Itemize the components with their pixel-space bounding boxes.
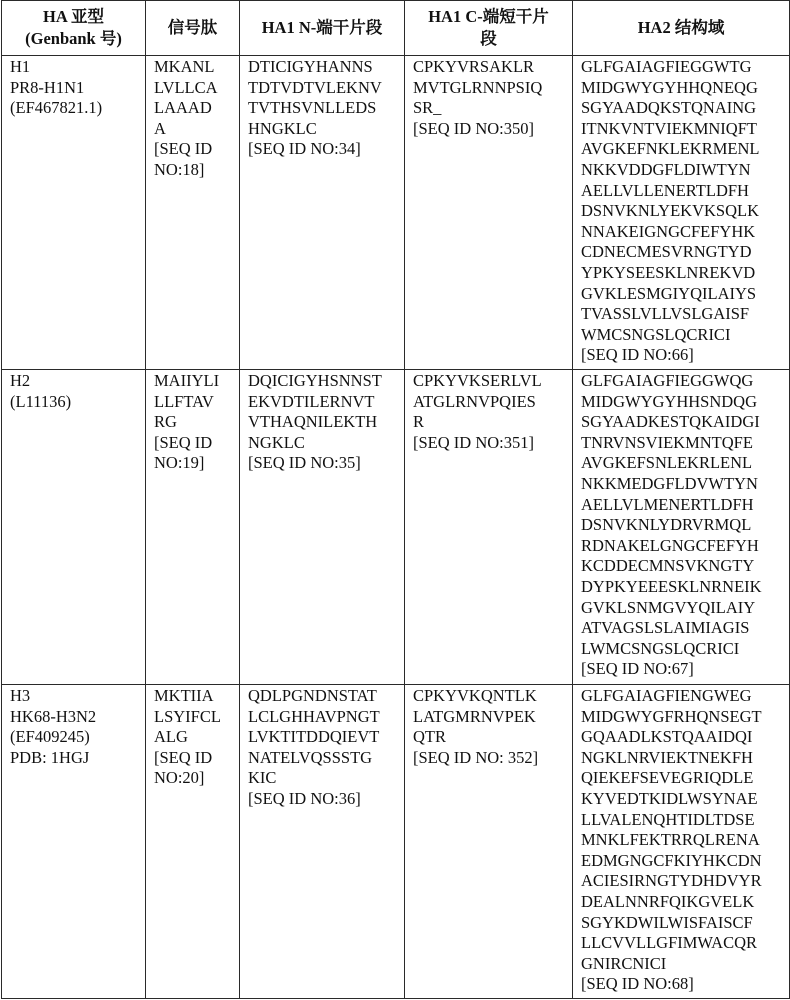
cell-line: LWMCSNGSLQCRICI [581,638,740,658]
cell-line: [SEQ ID NO:66] [581,345,694,365]
cell-line: HNGKLC [248,118,317,138]
header-ha1-n-stem [240,1,405,56]
header-ha2-domain [573,1,790,56]
cell-line: GNIRCNICI [581,953,667,973]
cell-line: [SEQ ID NO:351] [413,432,534,452]
cell-line: MKANL [154,57,215,76]
cell-line: PDB: 1HGJ [10,747,90,767]
cell-line: SGYAADQKSTQNAING [581,98,757,118]
cell-ha1-n-stem [240,370,405,685]
cell-subtype [2,370,146,685]
cell-line: AVGKEFSNLEKRLENL [581,453,753,473]
cell-line: DEALNNRFQIKGVELK [581,891,755,911]
cell-line: AELLVLLENERTLDFH [581,180,749,200]
cell-ha1-c-short-stem [405,685,573,999]
cell-line: NKKVDDGFLDIWTYN [581,159,751,179]
cell-line: [SEQ ID [154,747,213,767]
cell-line: DSNVKNLYEKVKSQLK [581,201,760,221]
cell-line: GLFGAIAGFIEGGWQG [581,371,754,390]
cell-ha1-n-stem [240,56,405,370]
cell-line: GVKLESMGIYQILAIYS [581,283,757,303]
cell-ha1-c-short-stem [405,370,573,685]
cell-line: LAAAD [154,98,212,118]
cell-line: [SEQ ID NO:67] [581,659,694,679]
cell-line: SR_ [413,98,442,118]
cell-line: (EF467821.1) [10,98,103,118]
cell-line: YPKYSEESKLNREKVD [581,262,756,282]
cell-line: WMCSNGSLQCRICI [581,324,731,344]
cell-line: [SEQ ID [154,139,213,159]
cell-line: EDMGNGCFKIYHKCDN [581,850,762,870]
header-signal-peptide [146,1,240,56]
cell-line: LSYIFCL [154,706,221,726]
cell-line: (EF409245) [10,727,90,747]
cell-line: H3 [10,686,31,705]
cell-line: [SEQ ID NO:350] [413,118,534,138]
cell-line: LLCVVLLGFIMWACQR [581,933,757,953]
cell-line: NATELVQSSSTG [248,747,373,767]
cell-line: LLVALENQHTIDLTDSE [581,809,755,829]
table-row-h1 [2,56,790,370]
cell-line: NO:19] [154,453,205,473]
cell-line: LVLLCA [154,77,218,97]
cell-line: H2 [10,371,31,390]
cell-line: PR8-H1N1 [10,77,85,97]
cell-line: QDLPGNDNSTAT [248,686,377,705]
cell-line: DQICIGYHSNNST [248,371,382,390]
cell-line: LVKTITDDQIEVT [248,727,380,747]
cell-line: AELLVLMENERTLDFH [581,494,754,514]
cell-line: EKVDTILERNVT [248,391,375,411]
cell-line: NO:18] [154,159,205,179]
cell-signal-peptide [146,370,240,685]
cell-ha2-domain [573,685,790,999]
cell-line: TNRVNSVIEKMNTQFE [581,432,753,452]
cell-line: SGYKDWILWISFAISCF [581,912,753,932]
cell-line: MIDGWYGYHHSNDQG [581,391,757,411]
cell-line: ACIESIRNGTYDHDVYR [581,871,762,891]
header-line: 段 [480,29,497,48]
cell-line: CDNECMESVRNGTYD [581,242,752,262]
table-row-h3 [2,685,790,999]
cell-line: VTHAQNILEKTH [248,412,378,432]
header-line: HA1 C-端短干片 [428,7,549,26]
cell-line: ATVAGSLSLAIMIAGIS [581,618,750,638]
header-line: 信号肽 [167,18,218,37]
cell-line: RG [154,412,177,432]
cell-line: TVASSLVLLVSLGAISF [581,304,750,324]
cell-line: KIC [248,768,277,788]
cell-line: [SEQ ID NO:34] [248,139,361,159]
cell-line: ATGLRNVPQIES [413,391,536,411]
cell-line: MIDGWYGFRHQNSEGT [581,706,762,726]
cell-ha1-n-stem [240,685,405,999]
cell-line: NNAKEIGNGCFEFYHK [581,221,756,241]
cell-line: TVTHSVNLLEDS [248,98,377,118]
cell-signal-peptide [146,685,240,999]
cell-ha1-c-short-stem [405,56,573,370]
cell-line: (L11136) [10,391,72,411]
cell-line: MKTIIA [154,686,214,705]
ha-sequence-table [1,0,790,999]
cell-line: A [154,118,166,138]
cell-line: [SEQ ID NO:36] [248,788,361,808]
header-ha-subtype [2,1,146,56]
cell-line: DTICIGYHANNS [248,57,373,76]
cell-line: CPKYVKSERLVL [413,371,542,390]
cell-line: KCDDECMNSVKNGTY [581,556,755,576]
cell-line: GVKLSNMGVYQILAIY [581,597,756,617]
cell-line: LCLGHHAVPNGT [248,706,380,726]
cell-line: LATGMRNVPEK [413,706,536,726]
cell-line: LLFTAV [154,391,214,411]
cell-line: MNKLFEKTRRQLRENA [581,830,760,850]
cell-line: MAIIYLI [154,371,220,390]
cell-line: [SEQ ID NO:35] [248,453,361,473]
cell-line: KYVEDTKIDLWSYNAE [581,788,758,808]
cell-line: AVGKEFNKLEKRMENL [581,139,760,159]
cell-line: R [413,412,425,432]
cell-line: DSNVKNLYDRVRMQL [581,515,752,535]
cell-line: GLFGAIAGFIENGWEG [581,686,752,705]
cell-signal-peptide [146,56,240,370]
cell-line: TDTVDTVLEKNV [248,77,382,97]
cell-line: CPKYVKQNTLK [413,686,537,705]
header-line: (Genbank 号) [25,29,122,48]
cell-line: SGYAADKESTQKAIDGI [581,412,760,432]
header-line: HA2 结构域 [637,18,725,37]
cell-subtype [2,685,146,999]
cell-line: GLFGAIAGFIEGGWTG [581,57,752,76]
cell-line: ITNKVNTVIEKMNIQFT [581,118,757,138]
cell-line: MVTGLRNNPSIQ [413,77,543,97]
cell-line: NGKLNRVIEKTNEKFH [581,747,753,767]
cell-line: NKKMEDGFLDVWTYN [581,473,758,493]
cell-line: ALG [154,727,188,747]
cell-line: QTR [413,727,446,747]
cell-line: HK68-H3N2 [10,706,97,726]
cell-line: NGKLC [248,432,305,452]
cell-line: [SEQ ID [154,432,213,452]
cell-line: GQAADLKSTQAAIDQI [581,727,753,747]
cell-line: DYPKYEEESKLNRNEIK [581,576,762,596]
header-ha1-c-short-stem [405,1,573,56]
header-row [2,1,790,56]
cell-line: MIDGWYGYHHQNEQG [581,77,758,97]
cell-subtype [2,56,146,370]
table-row-h2 [2,370,790,685]
cell-line: [SEQ ID NO: 352] [413,747,539,767]
cell-line: CPKYVRSAKLR [413,57,535,76]
cell-line: RDNAKELGNGCFEFYH [581,535,759,555]
cell-ha2-domain [573,370,790,685]
header-line: HA1 N-端干片段 [261,18,383,37]
cell-line: NO:20] [154,768,205,788]
cell-ha2-domain [573,56,790,370]
cell-line: QIEKEFSEVEGRIQDLE [581,768,754,788]
cell-line: [SEQ ID NO:68] [581,974,694,994]
cell-line: H1 [10,57,31,76]
header-line: HA 亚型 [43,7,104,26]
